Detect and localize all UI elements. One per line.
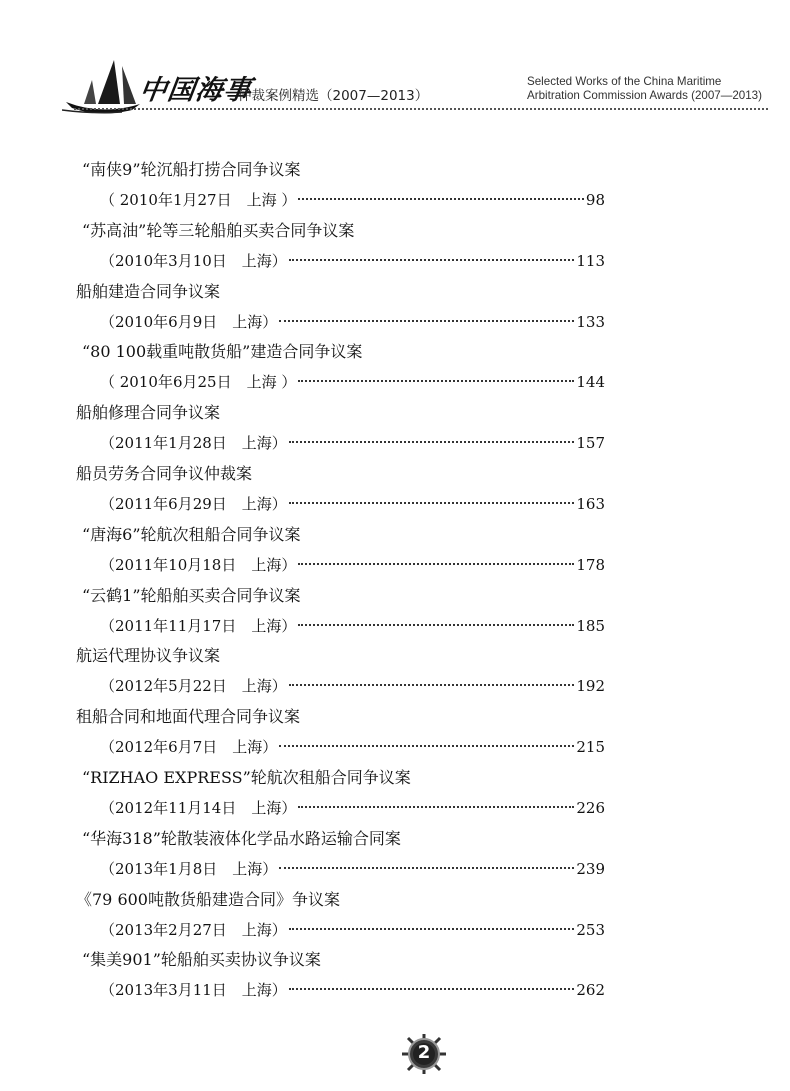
toc-leader-dots (279, 745, 574, 747)
toc-entry-title: 租船合同和地面代理合同争议案 (76, 707, 301, 727)
toc-entry-title: “华海318”轮散装液体化学品水路运输合同案 (82, 828, 401, 848)
toc-page-number: 178 (576, 555, 605, 574)
toc-entry-date-place: （2010年3月10日 上海） (100, 251, 287, 270)
toc-entry-line (100, 432, 605, 454)
toc-entry-line (100, 919, 605, 941)
toc-entry-title: “集美901”轮船舶买卖协议争议案 (82, 950, 321, 970)
english-title (527, 75, 777, 103)
toc-entry-line (100, 554, 605, 576)
toc-entry-line (100, 736, 605, 758)
toc-entry-line (100, 371, 605, 393)
toc-leader-dots (279, 867, 574, 869)
toc-entry-title: 航运代理协议争议案 (76, 646, 221, 666)
toc-entry-title: “苏高油”轮等三轮船舶买卖合同争议案 (82, 220, 355, 240)
toc-entry-date-place: （2011年6月29日 上海） (100, 495, 287, 513)
toc-page-number: 98 (585, 191, 605, 209)
toc-entry-title: 船舶修理合同争议案 (76, 403, 221, 423)
toc-leader-dots (289, 684, 575, 686)
toc-entry-date-place: （ 2010年1月27日 上海 ） (100, 191, 297, 209)
toc-leader-dots (298, 198, 584, 200)
toc-entry-date-place: （ 2010年6月25日 上海 ） (100, 373, 297, 392)
toc-leader-dots (298, 563, 574, 565)
book-title: 仲裁案例精选（2007—2013） (238, 88, 429, 104)
toc-entry-title: “南侠9”轮沉船打捞合同争议案 (82, 160, 301, 179)
toc-page-number: 253 (576, 920, 605, 939)
toc-leader-dots (298, 380, 574, 382)
toc-entry-date-place: （2011年1月28日 上海） (100, 434, 287, 453)
toc-entry-title: 《79 600吨散货船建造合同》争议案 (76, 889, 340, 909)
toc-page-number: 113 (576, 251, 605, 270)
toc-entry-line (100, 797, 605, 819)
toc-entry-line (100, 493, 605, 515)
toc-entry-line (100, 675, 605, 697)
header-divider (74, 108, 768, 110)
toc-entry-date-place: （2013年1月8日 上海） (100, 859, 278, 878)
toc-page-number: 262 (576, 981, 605, 1000)
toc-page-number: 226 (576, 799, 605, 817)
toc-leader-dots (298, 624, 574, 626)
toc-page-number: 144 (576, 373, 605, 392)
toc-leader-dots (289, 988, 575, 990)
toc-leader-dots (289, 259, 575, 261)
toc-page-number: 239 (576, 859, 605, 878)
toc-entry-line (100, 189, 605, 211)
toc-entry-line (100, 858, 605, 880)
toc-entry-date-place: （2011年11月17日 上海） (100, 616, 297, 635)
toc-entry-title: “80 100载重吨散货船”建造合同争议案 (82, 342, 363, 362)
toc-page-number: 133 (576, 312, 605, 331)
toc-entry-title: 船舶建造合同争议案 (76, 281, 221, 301)
toc-leader-dots (279, 320, 574, 322)
toc-leader-dots (289, 502, 575, 504)
toc-entry-date-place: （2012年11月14日 上海） (100, 799, 297, 817)
toc-entry-line (100, 311, 605, 333)
toc-page-number: 192 (576, 677, 605, 696)
toc-entry-date-place: （2013年3月11日 上海） (100, 981, 287, 1000)
toc-entry-title: “RIZHAO EXPRESS”轮航次租船合同争议案 (82, 768, 411, 787)
toc-entry-date-place: （2010年6月9日 上海） (100, 312, 278, 331)
toc-entry-title: “云鹤1”轮船舶买卖合同争议案 (82, 585, 301, 605)
toc-entry-line (100, 979, 605, 1001)
toc-page-number: 157 (576, 434, 605, 453)
english-title-line-2: Arbitration Commission Awards (2007—2013) (527, 89, 762, 102)
toc-entry-date-place: （2012年5月22日 上海） (100, 677, 287, 696)
toc-leader-dots (289, 441, 575, 443)
page-header (0, 0, 790, 125)
toc-entry-line (100, 250, 605, 272)
page-number: 2 (417, 1042, 431, 1063)
toc-entry-title: 船员劳务合同争议仲裁案 (76, 464, 253, 483)
toc-entry-date-place: （2013年2月27日 上海） (100, 920, 287, 939)
toc-entry-line (100, 615, 605, 637)
toc-page-number: 163 (576, 495, 605, 513)
english-title-line-1: Selected Works of the China Maritime (527, 75, 722, 88)
brand-logotype: 中国海事 (137, 75, 254, 106)
toc-entry-date-place: （2011年10月18日 上海） (100, 555, 297, 574)
toc-entry-title: “唐海6”轮航次租船合同争议案 (82, 524, 301, 544)
toc-page-number: 185 (576, 616, 605, 635)
toc-page-number: 215 (576, 738, 605, 757)
toc-leader-dots (298, 806, 574, 808)
toc-leader-dots (289, 928, 575, 930)
toc-entry-date-place: （2012年6月7日 上海） (100, 738, 278, 757)
